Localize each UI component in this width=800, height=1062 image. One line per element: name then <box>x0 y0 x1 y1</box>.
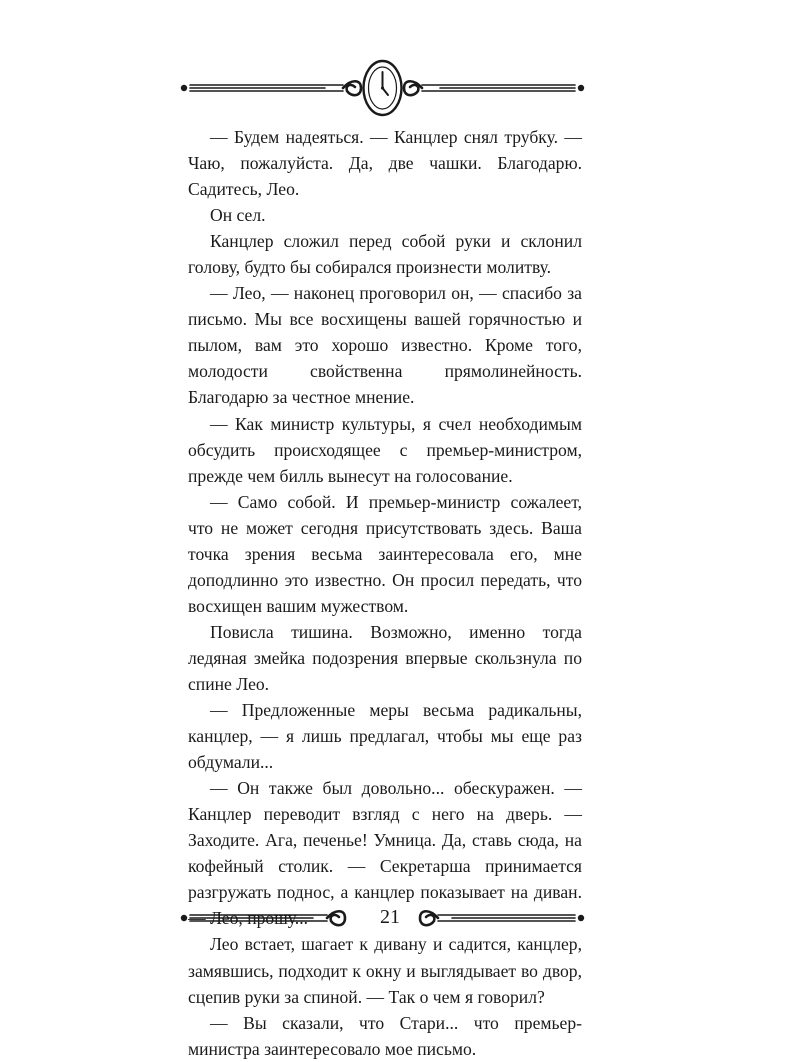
paragraph: Он сел. <box>210 205 266 226</box>
ornament-dot-left <box>181 915 187 921</box>
ornament-rule-right <box>438 915 575 921</box>
page-number: 21 <box>380 906 400 928</box>
paragraph: — Само собой. И премьер-министр сожалеет, что не может сегодня присутствовать здесь. Ваша точка зрения весьма заинтересовала его, мне доподлинно это известно. Он просил передать, что восхищен вашим мужеством. <box>188 491 582 616</box>
ornament-dot-left <box>181 85 187 91</box>
ornament-scroll-left <box>327 911 345 925</box>
paragraph: — Будем надеяться. — Канцлер снял трубку. — Чаю, пожалуйста. Да, две чашки. Благодарю. Садитесь, Лео. <box>188 127 582 200</box>
ornament-dot-right <box>578 915 584 921</box>
clock-icon <box>364 61 402 115</box>
ornament-rule-left <box>190 915 327 921</box>
paragraph: — Предложенные меры весьма радикальны, канцлер, — я лишь предлагал, чтобы мы еще раз обдумали... <box>188 700 582 773</box>
paragraph: — Он также был довольно... обескуражен. — Канцлер переводит взгляд с него на дверь. — Заходите. Ага, печенье! Умница. Да, ставь сюда, на кофейный столик. — Секретарша принимается разгружать поднос, а канцлер показывает на диван. — Лео, прошу... <box>188 778 582 929</box>
paragraph: — Вы сказали, что Стари... что премьер-министра заинтересовало мое письмо. <box>188 1012 582 1059</box>
paragraph: Канцлер сложил перед собой руки и склонил голову, будто бы собирался произнести молитву. <box>188 231 582 278</box>
ornament-rule-right <box>422 85 575 91</box>
paragraph: Повисла тишина. Возможно, именно тогда ледяная змейка подозрения впервые скользнула по спине Лео. <box>188 621 582 694</box>
paragraph: — Лео, — наконец проговорил он, — спасибо за письмо. Мы все восхищены вашей горячностью и пылом, вам это хорошо известно. Кроме того, молодости свойственна прямолинейность. Благодарю за честное мнение. <box>188 283 582 408</box>
header-ornament <box>175 55 590 121</box>
ornament-scroll-right <box>420 911 438 925</box>
ornament-scroll-left <box>343 81 361 95</box>
ornament-dot-right <box>578 85 584 91</box>
ornament-rule-left <box>190 85 343 91</box>
ornament-scroll-right <box>404 81 422 95</box>
paragraph: — Как министр культуры, я счел необходимым обсудить происходящее с премьер-министром, прежде чем билль вынесут на голосование. <box>188 413 582 486</box>
paragraph: Лео встает, шагает к дивану и садится, канцлер, замявшись, подходит к окну и выглядывает во двор, сцепив руки за спиной. — Так о чем я говорил? <box>188 934 582 1007</box>
